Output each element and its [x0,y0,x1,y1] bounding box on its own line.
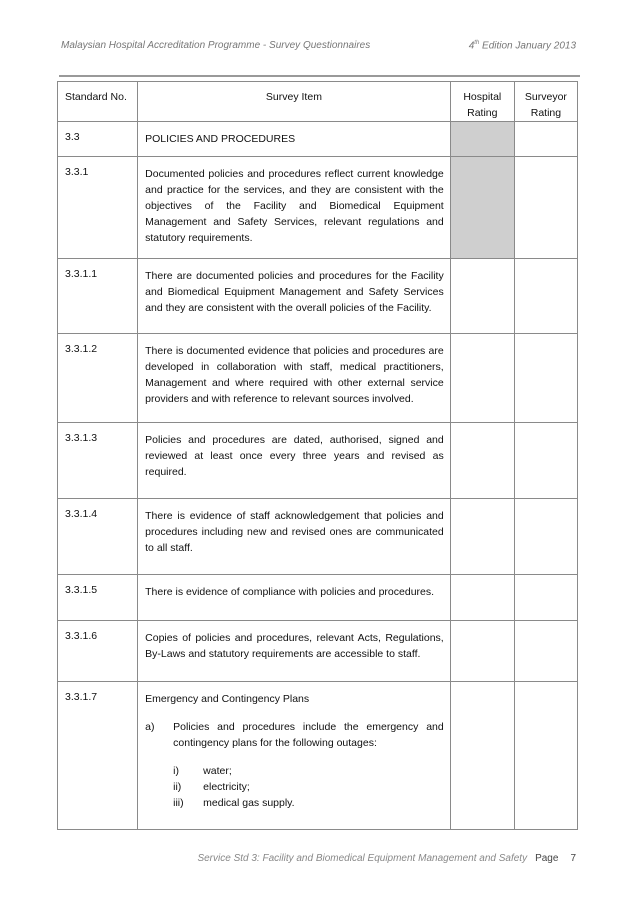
table-row [58,423,578,499]
table-row [58,122,578,157]
standard-number: 3.3.1 [58,157,138,259]
edition-superscript: th [474,40,480,46]
standard-number: 3.3.1.6 [58,621,138,682]
surveyor-rating-cell [514,334,577,423]
list-item-label: iii) [173,797,184,809]
surveyor-rating-cell [514,621,577,682]
list-item [173,795,444,811]
standard-number: 3.3.1.4 [58,499,138,575]
hospital-rating-cell [450,334,514,423]
col-header-standard-no: Standard No. [58,82,138,122]
list-item-label: i) [173,765,179,777]
running-header-edition [469,40,576,51]
standard-number: 3.3.1.2 [58,334,138,423]
header-divider [59,75,580,77]
page-footer [197,853,576,864]
table-row [58,499,578,575]
sub-item-label: a) [145,721,155,733]
survey-item-text: Emergency and Contingency Plans [145,693,310,705]
col-header-surveyor-rating: Surveyor Rating [514,82,577,122]
hospital-rating-cell [450,499,514,575]
edition-number: 4 [468,40,475,52]
survey-item-text: Documented policies and procedures reflect current knowledge and practice for the services, and they are consistent with the objectives of the Facility and Biomedical Equipment Management and Safety Services, relevant regulations and statutory requirements. [138,157,451,259]
footer-description: Service Std 3: Facility and Biomedical Equipment Management and Safety [197,853,528,864]
survey-item-cell [138,682,451,830]
table-header-row [58,82,578,122]
hospital-rating-cell [450,259,514,334]
table-row [58,157,578,259]
hospital-rating-cell [450,423,514,499]
footer-page-label: Page [535,853,559,864]
surveyor-rating-cell [514,122,577,157]
list-item-text: electricity; [203,781,250,793]
table-row [58,575,578,621]
sub-item-text: Policies and procedures include the emergency and contingency plans for the following outages: [173,721,444,749]
standard-number: 3.3.1.5 [58,575,138,621]
list-item-text: water; [203,765,232,777]
survey-item-text: There are documented policies and procedures for the Facility and Biomedical Equipment Management and Safety Services and they are consistent with the overall policies of the Facility. [138,259,451,334]
table-row [58,259,578,334]
list-item [173,763,444,779]
survey-item-text: There is evidence of compliance with policies and procedures. [138,575,451,621]
col-header-hospital-rating: Hospital Rating [450,82,514,122]
hospital-rating-cell [450,157,514,259]
hospital-rating-cell [450,621,514,682]
surveyor-rating-cell [514,575,577,621]
footer-page-number: 7 [570,853,576,864]
surveyor-rating-cell [514,157,577,259]
outage-list [173,763,444,811]
survey-table [57,81,578,830]
col-header-survey-item: Survey Item [138,82,451,122]
standard-number: 3.3.1.1 [58,259,138,334]
hospital-rating-cell [450,575,514,621]
sub-item-body [173,719,444,811]
survey-item-text: There is documented evidence that policies and procedures are developed in collaboration with staff, medical practitioners, Management and where required with other external service providers and with reference to relevant sources involved. [138,334,451,423]
surveyor-rating-cell [514,499,577,575]
survey-item-text: POLICIES AND PROCEDURES [138,122,451,157]
list-item-text: medical gas supply. [203,797,295,809]
sub-item [145,719,444,811]
list-item-label: ii) [173,781,182,793]
surveyor-rating-cell [514,423,577,499]
survey-item-text: There is evidence of staff acknowledgement that policies and procedures including new and revised ones are communicated to all staff. [138,499,451,575]
hospital-rating-cell [450,682,514,830]
survey-item-text: Copies of policies and procedures, relevant Acts, Regulations, By-Laws and statutory requirements are accessible to staff. [138,621,451,682]
running-header-title: Malaysian Hospital Accreditation Programme - Survey Questionnaires [61,40,371,51]
list-item [173,779,444,795]
standard-number: 3.3.1.3 [58,423,138,499]
standard-number: 3.3.1.7 [58,682,138,830]
survey-item-text: Policies and procedures are dated, authorised, signed and reviewed at least once every three years and revised as required. [138,423,451,499]
table-row [58,621,578,682]
edition-text: Edition January 2013 [479,40,576,52]
hospital-rating-cell [450,122,514,157]
surveyor-rating-cell [514,682,577,830]
standard-number: 3.3 [58,122,138,157]
surveyor-rating-cell [514,259,577,334]
table-row [58,334,578,423]
table-row [58,682,578,830]
